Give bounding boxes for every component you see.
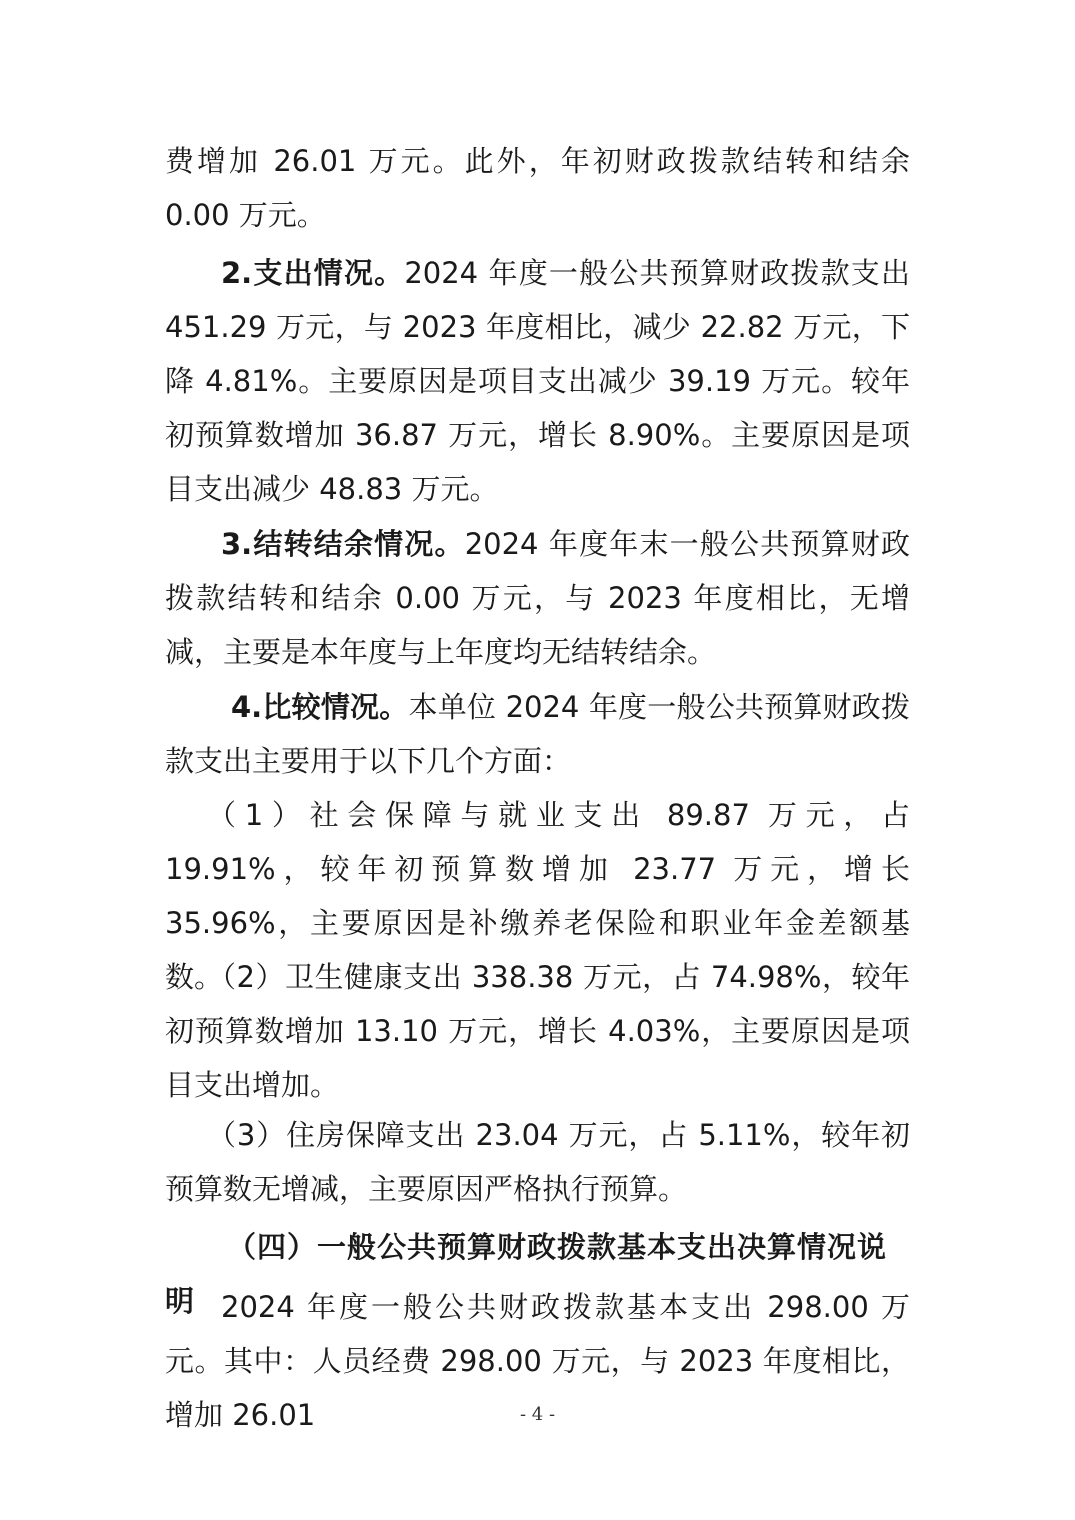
list-item-health [165,950,910,1112]
paragraph-text: （2）卫生健康支出 338.38 万元，占 74.98%，较年初预算数增加 13.10 万元，增长 4.03%，主要原因是项目支出增加。 [165,960,910,1102]
paragraph-text: 本单位 2024 年度一般公共预算财政拨款支出主要用于以下几个方面： [165,690,910,778]
paragraph-text: 2024 年度年末一般公共预算财政拨款结转和结余 0.00 万元，与 2023 年度相比，无增减，主要是本年度与上年度均无结转结余。 [165,527,910,669]
section-heading: （四）一般公共预算财政拨款基本支出决算情况说明 [165,1230,888,1318]
paragraph-text: 2024 年度一般公共财政拨款基本支出 298.00 万元。其中：人员经费 298.00 万元，与 2023 年度相比，增加 26.01 [165,1290,910,1432]
paragraph-comparison [165,680,910,788]
paragraph-income-continuation [165,134,910,242]
section-lead: 2.支出情况。 [221,256,405,290]
paragraph-text: （1）社会保障与就业支出 89.87 万元，占 19.91%，较年初预算数增加 23.77 万元，增长 35.96%，主要原因是补缴养老保险和职业年金差额基数。 [165,798,910,994]
paragraph-text: （3）住房保障支出 23.04 万元，占 5.11%，较年初预算数无增减，主要原因严格执行预算。 [165,1118,910,1206]
list-item-housing [165,1108,910,1216]
section-lead: 4.比较情况。 [231,690,409,724]
paragraph-carryover [165,517,910,679]
page-number: - 4 - [519,1404,556,1425]
paragraph-text: 费增加 26.01 万元。此外，年初财政拨款结转和结余 0.00 万元。 [165,144,910,232]
paragraph-expenditure [165,246,910,516]
paragraph-text: 2024 年度一般公共预算财政拨款支出 451.29 万元，与 2023 年度相比，减少 22.82 万元，下降 4.81%。主要原因是项目支出减少 39.19 万元。较年初预算数增加 36.87 万元，增长 8.90%。主要原因是项目支出减少 48.83 万元。 [165,256,910,506]
section-lead: 3.结转结余情况。 [221,527,465,561]
